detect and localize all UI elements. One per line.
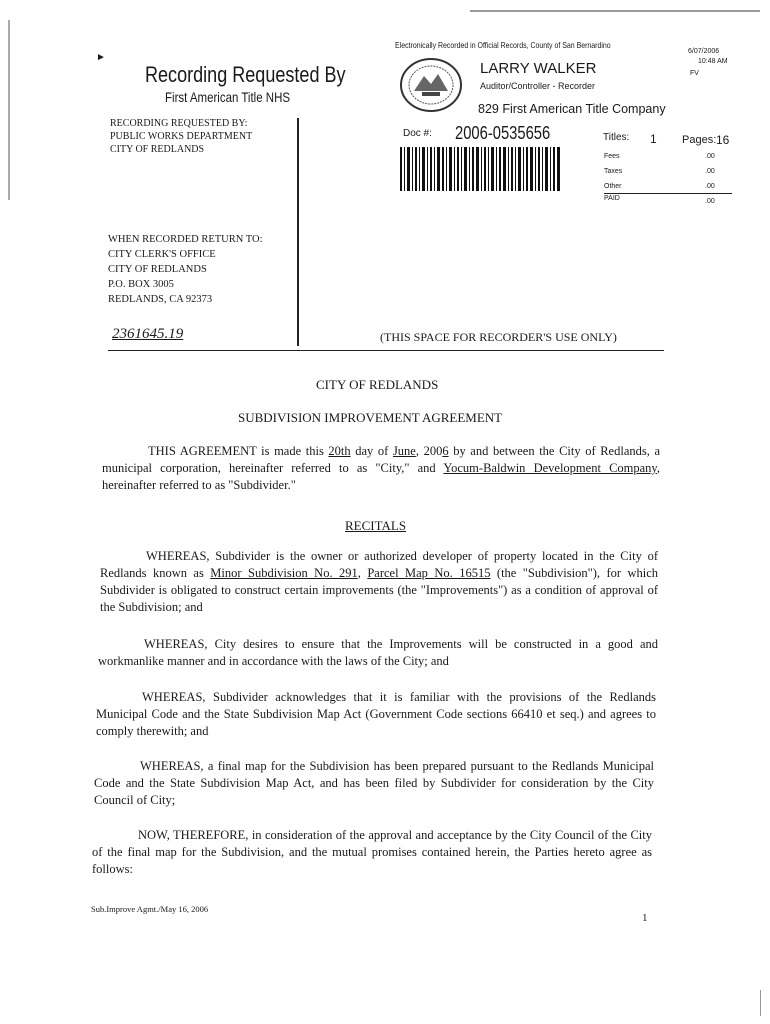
doc-number: 2006-0535656 xyxy=(455,123,551,143)
pages-value: 16 xyxy=(716,133,730,147)
other-label: Other xyxy=(604,183,622,190)
titles-label: Titles: xyxy=(603,132,630,143)
return-to-line: WHEN RECORDED RETURN TO: xyxy=(108,234,263,245)
return-to-block xyxy=(108,232,263,307)
recital-text: WHEREAS, Subdivider acknowledges that it is familiar with the provisions of the Redlands Municipal Code and the State Subdivision Map Act (Government Code sections 66410 et seq.) and agrees to comply therewith; and xyxy=(96,690,656,738)
fee-label: Fees xyxy=(604,153,620,160)
scan-noise-left xyxy=(8,20,10,200)
recital-2 xyxy=(98,636,658,670)
intro-text: day of xyxy=(350,444,393,458)
recitals-heading: RECITALS xyxy=(345,518,407,533)
agreement-year: 6 xyxy=(442,444,449,458)
recorder-role: Auditor/Controller - Recorder xyxy=(480,81,596,91)
taxes-label: Taxes xyxy=(604,168,623,175)
recital-text: (the "Subdivision"), for which Subdivider is obligated to construct certain improvements (the "Improvements") as a condition of approval of the Subdivision; and xyxy=(100,566,659,614)
paid-value: .00 xyxy=(705,198,715,205)
doc-label: Doc #: xyxy=(403,128,432,139)
recital-3 xyxy=(96,689,656,740)
arrow-mark-icon: ► xyxy=(96,52,106,63)
agreement-month: June xyxy=(392,444,416,458)
recorded-date: 6/07/2006 xyxy=(688,48,720,55)
recital-4 xyxy=(94,758,654,809)
title-company: 829 First American Title Company xyxy=(478,102,666,116)
recorder-use-note: (THIS SPACE FOR RECORDER'S USE ONLY) xyxy=(380,330,617,344)
requested-by-line: PUBLIC WORKS DEPARTMENT xyxy=(110,131,253,142)
document-title-city: CITY OF REDLANDS xyxy=(316,377,439,392)
barcode xyxy=(400,147,560,191)
recorder-name: LARRY WALKER xyxy=(480,60,597,77)
requested-by-block xyxy=(110,117,252,156)
other-value: .00 xyxy=(705,183,715,190)
intro-text: , 200 xyxy=(415,444,443,458)
parcel-map: Parcel Map No. 16515 xyxy=(367,566,491,580)
requested-by-line: RECORDING REQUESTED BY: xyxy=(110,118,248,129)
intro-text: , hereinafter referred to as "Subdivider." xyxy=(102,461,660,492)
document-title-agreement: SUBDIVISION IMPROVEMENT AGREEMENT xyxy=(238,410,503,425)
handwritten-reference: 2361645.19 xyxy=(112,326,184,342)
vertical-divider xyxy=(297,118,299,346)
paid-label: PAID xyxy=(604,195,620,202)
county-seal-icon xyxy=(398,56,464,114)
return-to-line: P.O. BOX 3005 xyxy=(108,279,174,290)
return-to-line: CITY OF REDLANDS xyxy=(108,264,207,275)
recital-text: , xyxy=(357,566,368,580)
e-recorded-line: Electronically Recorded in Official Records, County of San Bernardino xyxy=(395,40,611,50)
taxes-value: .00 xyxy=(705,168,715,175)
recording-requested-title: Recording Requested By xyxy=(145,62,346,87)
recital-text: WHEREAS, Subdivider is the owner or authorized developer of property located in the City of Redlands known as xyxy=(100,549,658,580)
recital-text: WHEREAS, City desires to ensure that the Improvements will be constructed in a good and workmanlike manner and in accordance with the laws of the City; and xyxy=(98,637,658,668)
recital-5 xyxy=(92,827,652,878)
requested-by-line: CITY OF REDLANDS xyxy=(110,144,205,155)
intro-paragraph xyxy=(102,443,660,494)
agreement-day: 20th xyxy=(328,444,351,458)
return-to-line: CITY CLERK'S OFFICE xyxy=(108,249,216,260)
intro-text: THIS AGREEMENT is made this xyxy=(148,444,329,458)
recital-1 xyxy=(100,548,658,616)
footer-reference: Sub.Improve Agmt./May 16, 2006 xyxy=(91,904,209,914)
page-number: 1 xyxy=(642,912,648,924)
recorded-time: 10:48 AM xyxy=(698,58,728,65)
clerk-initials: FV xyxy=(690,70,699,77)
recording-requested-company: First American Title NHS xyxy=(165,89,291,105)
developer-name: Yocum-Baldwin Development Company xyxy=(443,461,657,475)
intro-text: by and between the City of Redlands, a municipal corporation, hereinafter referred to as "City," and xyxy=(102,444,661,475)
fee-divider xyxy=(604,193,732,194)
fee-value: .00 xyxy=(705,153,715,160)
titles-value: 1 xyxy=(650,132,657,146)
recital-text: WHEREAS, a final map for the Subdivision has been prepared pursuant to the Redlands Municipal Code and the State Subdivision Map Act, and has been filed by Subdivider for consideration by the City Council of City; xyxy=(94,759,654,807)
return-to-line: REDLANDS, CA 92373 xyxy=(108,294,213,305)
scan-noise-right xyxy=(760,990,761,1016)
scan-noise-top xyxy=(470,10,760,12)
pages-label: Pages: xyxy=(682,134,717,146)
header-bottom-rule xyxy=(108,350,664,351)
recital-text: NOW, THEREFORE, in consideration of the approval and acceptance by the City Council of the City of the final map for the Subdivision, and the mutual promises contained herein, the Parties hereto agree as follows: xyxy=(92,828,652,876)
subdivision-name: Minor Subdivision No. 291 xyxy=(210,566,358,580)
